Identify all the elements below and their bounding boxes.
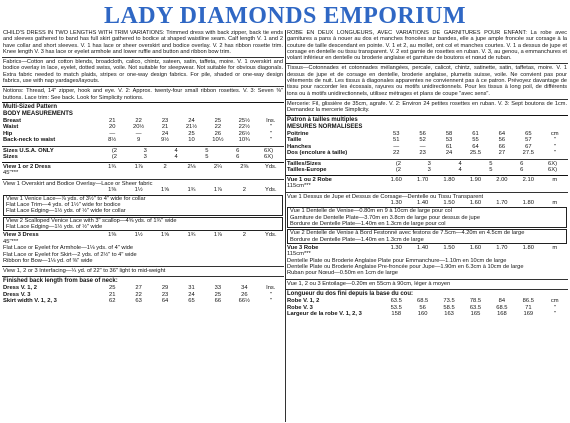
table-row <box>286 167 568 174</box>
overskirt-heading: View 1 Overskirt and Bodice Overlay—Lace or Sheer fabric <box>3 180 153 187</box>
cell-value: 5 <box>489 167 493 174</box>
cell-value: 1.30 <box>390 199 402 206</box>
cell-value: 61 <box>445 143 453 150</box>
divider <box>2 86 284 87</box>
measurements-table <box>286 131 568 157</box>
view2-lace-box <box>3 217 283 232</box>
cell-value: 84 <box>498 298 506 305</box>
interfacing-line: Vue 1, 2 ou 3 Entoilage—0.20m en 55cm à 90cm, léger à moyen <box>287 280 451 287</box>
cell-value: 1.90 <box>469 176 482 183</box>
finished-label: Robe V. 1, 2 <box>287 298 320 305</box>
cell-value: — <box>393 143 400 150</box>
measurement-label: Poitrine <box>287 130 309 137</box>
table-row <box>286 150 568 157</box>
cell-value: 1⅜ <box>108 232 117 239</box>
cell-value: 63.5 <box>469 304 482 311</box>
trim-line: Vue 1 Dentelle de Venise—0.80m en 9 à 10cm de large pour col <box>290 208 452 215</box>
cell-value: Yds. <box>264 232 277 239</box>
divider <box>2 102 284 103</box>
cell-value: 1¾ <box>108 163 117 170</box>
divider <box>286 289 568 290</box>
finished-table <box>2 285 284 305</box>
cell-value: 22½ <box>238 124 250 131</box>
cell-value: 21 <box>108 291 116 298</box>
cell-value: 65 <box>188 298 195 305</box>
divider <box>2 57 284 58</box>
divider <box>286 115 568 116</box>
cell-value: 64 <box>472 143 479 150</box>
size-label: Tailles-Europe <box>287 167 327 174</box>
cell-value: " <box>553 150 556 157</box>
cell-value: 3 <box>143 147 147 154</box>
cell-value: " <box>269 298 272 305</box>
cell-value: 56 <box>419 304 426 311</box>
measurements-heading: MESURES NORMALISEES <box>287 123 363 130</box>
cell-value: 25 <box>214 117 222 124</box>
cell-value: 4 <box>458 160 462 167</box>
cell-value: " <box>269 130 272 137</box>
cell-value: 64 <box>161 298 169 305</box>
cell-value: 2 <box>242 232 246 239</box>
cell-value: 158 <box>391 311 402 318</box>
cell-value: 23 <box>161 117 169 124</box>
fabrics-text: Tissus—Cotonnades et cotonnades mélangées, percale, calicot, chintz, satinette, satin, taffetas, moire. V. 1 dessus de jupe et de corsage en dentelle, broderie anglaise, plumetis suisse, voile. Ne convient pas pour vêtements de nuit. Les tissus à diagonales apparentes ne conviennent pas à ce patron. Prévoyez davantage de tissu pour raccorder les écossais, rayures ou motifs unidirectionnels. Pour les tissus à long poil, de différents tons ou à motifs unidirectionnels, utilisez métrages et plans de coupe "avec sens". <box>287 65 567 97</box>
measurement-label: Hanches <box>287 143 312 150</box>
cell-value: 1¾ <box>187 187 196 194</box>
cell-value: 4 <box>174 147 178 154</box>
cell-value: 23 <box>161 291 169 298</box>
cell-value: 1.80 <box>522 244 534 251</box>
trim-line: Flat Lace Edging—1½ yds. of ½" wide <box>6 223 103 230</box>
cell-value: 63 <box>135 298 142 305</box>
cell-value: 58 <box>445 130 453 137</box>
measurement-label: Hip <box>3 130 13 137</box>
cell-value: 53.5 <box>390 304 402 311</box>
cell-value: 24 <box>188 291 195 298</box>
cell-value: 1⅞ <box>213 232 222 239</box>
cell-value: 31 <box>188 285 195 292</box>
cell-value: 2¼ <box>213 163 222 170</box>
cell-value: 24 <box>188 117 195 124</box>
fabric-width-row <box>2 170 284 177</box>
cell-value: 1.80 <box>522 199 534 206</box>
cell-value: cm <box>550 298 559 305</box>
cell-value: 2⅛ <box>187 163 196 170</box>
divider <box>2 266 284 267</box>
cell-value: 1½ <box>134 232 143 239</box>
cell-value: 63.5 <box>390 298 402 305</box>
cell-value: Yds. <box>264 163 277 170</box>
cell-value: 65 <box>525 130 532 137</box>
cell-value: 25.5 <box>469 150 482 157</box>
view3-table <box>2 232 284 245</box>
divider <box>286 159 568 160</box>
multi-size-heading: Multi-Sized Pattern <box>3 103 58 110</box>
cell-value: 9 <box>137 137 141 144</box>
cell-value: 8½ <box>108 137 117 144</box>
cell-value: 5 <box>489 160 493 167</box>
cell-value: — <box>109 130 116 137</box>
cell-value: 4 <box>174 154 178 161</box>
divider <box>2 162 284 163</box>
notions-text: Mercerie: Fil, glissière de 35cm, agrafe. V. 2: Environ 24 petites rosettes en ruban. V. 3: Sept boutons de 1cm. Demandez la mercerie Simplicity. <box>287 100 567 114</box>
cell-value: 1.70 <box>416 176 429 183</box>
view-label: View 3 Dress <box>3 232 39 239</box>
size-label: Sizes <box>3 154 18 161</box>
view1-lace-box <box>287 207 567 228</box>
cell-value: — <box>135 130 142 137</box>
cell-value: 1⅞ <box>134 163 143 170</box>
cell-value: 24 <box>161 130 169 137</box>
cell-value: 71 <box>525 304 532 311</box>
cell-value: 27.5 <box>522 150 534 157</box>
cell-value: m <box>552 176 558 183</box>
sizes-table <box>2 148 284 161</box>
cell-value: 1⅝ <box>161 187 170 194</box>
finished-length-heading: Finished back length from base of neck: <box>3 278 118 285</box>
table-row <box>2 154 284 161</box>
cell-value: 6 <box>236 154 240 161</box>
fabric-width: 115cm*** <box>287 251 311 258</box>
measurements-heading: BODY MEASUREMENTS <box>3 110 73 117</box>
trim-line: Dentelle Plate ou Broderie Anglaise Plate pour Emmanchure—1.10m en 10cm de large <box>287 257 507 264</box>
cell-value: 6 <box>520 160 524 167</box>
divider <box>2 276 284 277</box>
table-row <box>286 200 568 207</box>
notions-text: Notions: Thread, 14" zipper, hook and eye. V. 2: Approx. twenty-four small ribbon rosettes. V. 3: Seven ⅜" buttons. Lace trim: See back. Look for Simplicity notions. <box>3 88 283 101</box>
description-text: CHILD'S DRESS IN TWO LENGTHS WITH TRIM VARIATIONS: Trimmed dress with back zipper, back tie ends and sleeves gathered to band has full skirt gathered to bodice at shaped waistline seam. Calf length V. 1 and 2 have collar and short sleeves. V. 1 has lace or sheer overskirt and bodice overlay. V. 2 has ribbon rosette trim. Knee length V. 3 has lace or eyelet armhole and lower ruffle and button and ribbon bow trim. <box>3 30 283 55</box>
trim-line: Flat Lace Edging—1½ yds. of ½" wide for collar <box>6 208 126 215</box>
overskirt-heading: Vue 1 Dessus de Jupe et Dessus de Corsage—Dentelle ou Tissu Transparent <box>287 193 484 200</box>
cell-value: 9½ <box>161 137 170 144</box>
english-column <box>2 30 284 422</box>
overskirt-table <box>286 200 568 207</box>
cell-value: 6 <box>236 147 240 154</box>
cell-value: 25 <box>188 130 195 137</box>
cell-value: 1.70 <box>496 244 508 251</box>
finished-label: Dress V. 1, 2 <box>3 285 37 292</box>
trim-line: Bordure de Dentelle Plate—1.40m en 1.3cm de large pour col <box>290 220 446 227</box>
measurement-label: Taille <box>287 137 302 144</box>
cell-value: (2 <box>111 154 117 161</box>
measurement-label: Waist <box>3 124 19 131</box>
cell-value: " <box>269 124 272 131</box>
cell-value: 10½ <box>212 137 224 144</box>
cell-value: m <box>552 244 558 251</box>
trim-line: Vue 2 Dentelle de Venise à Bord Festonné avec festons de 7.5cm—4.20m en 4.5cm de large <box>290 230 525 237</box>
cell-value: 1.60 <box>390 176 402 183</box>
fabric-width: 45"*** <box>3 170 19 177</box>
cell-value: 6X) <box>264 154 274 161</box>
cell-value: 67 <box>525 143 532 150</box>
cell-value: 24 <box>445 150 453 157</box>
cell-value: " <box>553 304 556 311</box>
trim-line: Bordure de Dentelle Plate—1.40m en 1.3cm de large <box>290 236 424 243</box>
trim-line: Ribbon for Bow—1⅛ yd. of ⅜" wide <box>3 257 93 264</box>
cell-value: 6 <box>520 167 524 174</box>
cell-value: 68.5 <box>496 304 508 311</box>
cell-value: 160 <box>417 311 428 318</box>
trim-line: View 2 Scalloped Venice Lace with 3" scallop—4⅝ yds. of 1¾" wide <box>6 217 177 224</box>
cell-value: 20 <box>108 124 116 131</box>
pattern-envelope-back <box>2 30 568 422</box>
cell-value: " <box>553 143 556 150</box>
cell-value: 58.5 <box>443 304 455 311</box>
cell-value: 25 <box>214 291 222 298</box>
cell-value: 2⅜ <box>240 163 249 170</box>
cell-value: 1.30 <box>390 244 402 251</box>
cell-value: — <box>419 143 426 150</box>
cell-value: 25½ <box>238 117 250 124</box>
cell-value: " <box>553 137 556 144</box>
cell-value: 2 <box>242 187 246 194</box>
cell-value: (2 <box>395 160 401 167</box>
cell-value: 27 <box>135 285 142 292</box>
multi-size-heading: Patron à tailles multiples <box>287 116 358 123</box>
view3-table <box>286 245 568 258</box>
cell-value: 1⅝ <box>161 232 170 239</box>
divider <box>286 279 568 280</box>
cell-value: m <box>552 199 558 206</box>
divider <box>286 175 568 176</box>
cell-value: 1.70 <box>496 199 508 206</box>
finished-table <box>286 298 568 318</box>
cell-value: 25 <box>108 285 116 292</box>
cell-value: 169 <box>523 311 534 318</box>
trim-line: Ruban pour Nœud—0.50m en 1cm de large <box>287 270 398 277</box>
cell-value: 73.5 <box>443 298 455 305</box>
trim-line: Flat Lace Trim—4 yds. of 1½" wide for bodice <box>6 202 121 209</box>
cell-value: 1.50 <box>443 199 455 206</box>
fabrics-text: Fabrics—Cotton and cotton blends, broadcloth, calico, chintz, sateen, satin, taffeta, moire. V. 1 overskirt and bodice overlay in lace, eyelet, dotted swiss, voile. Not suitable for sleepwear. Not suitable for obvious diagonals. Extra fabric needed to match plaids, stripes or one-way design fabrics. For pile, shaded or one-way design fabrics, use with nap yardages/layouts. <box>3 59 283 85</box>
cell-value: 1⅜ <box>108 187 117 194</box>
finished-label: Largeur de la robe V. 1, 2, 3 <box>287 311 362 318</box>
cell-value: 10¾ <box>238 137 250 144</box>
cell-value: 26½ <box>238 130 250 137</box>
cell-value: 33 <box>214 285 222 292</box>
cell-value: 4 <box>458 167 462 174</box>
view2-lace-box <box>287 229 567 244</box>
cell-value: 1.60 <box>469 244 482 251</box>
cell-value: 21½ <box>185 124 198 131</box>
cell-value: 66 <box>214 298 222 305</box>
yardage-row <box>286 177 568 184</box>
table-row <box>2 298 284 305</box>
cell-value: 2.10 <box>522 176 534 183</box>
cell-value: 22 <box>392 150 400 157</box>
cell-value: 26 <box>214 130 222 137</box>
fabric-width-row <box>286 183 568 190</box>
cell-value: 64 <box>498 130 506 137</box>
finished-label: Dress V. 3 <box>3 291 31 298</box>
finished-label: Skirt width V. 1, 2, 3 <box>3 298 57 305</box>
cell-value: 53 <box>392 130 400 137</box>
cell-value: 3 <box>427 160 431 167</box>
measurement-label: Back-neck to waist <box>3 137 56 144</box>
interfacing-line: View 1, 2 or 3 Interfacing—¼ yd. of 22" to 36" light to mid-weight <box>3 268 166 275</box>
cell-value: 51 <box>392 137 400 144</box>
cell-value: 56 <box>498 137 506 144</box>
cell-value: 1.50 <box>443 244 455 251</box>
cell-value: 78.5 <box>469 298 482 305</box>
cell-value: " <box>269 137 272 144</box>
fabric-width: 45"*** <box>3 238 19 245</box>
cell-value: 1¾ <box>187 232 196 239</box>
size-label: Sizes U.S.A. ONLY <box>3 147 54 154</box>
cell-value: 2.00 <box>496 176 508 183</box>
cell-value: 6X) <box>548 167 558 174</box>
cell-value: Ins. <box>266 285 276 292</box>
cell-value: 3 <box>143 154 147 161</box>
table-row <box>2 137 284 144</box>
cell-value: 10 <box>188 137 195 144</box>
fabric-width: 115cm*** <box>287 183 311 190</box>
divider <box>2 146 284 147</box>
finished-length-heading: Longueur du dos fini depuis la base du cou: <box>287 291 414 298</box>
divider <box>286 99 568 100</box>
trim-line: Garniture de Dentelle Plate—3.70m en 3.8cm de large pour dessus de jupe <box>290 214 481 221</box>
trim-line: Dentelle Plate ou Broderie Anglaise Pre-froncée pour Jupe—1.90m en 6.3cm à 10cm de large <box>287 264 524 271</box>
measurement-label: Breast <box>3 117 22 124</box>
measurements-table <box>2 118 284 144</box>
cell-value: 5 <box>205 147 209 154</box>
cell-value: 165 <box>470 311 481 318</box>
cell-value: Yds. <box>264 187 277 194</box>
view-label: Vue 1 ou 2 Robe <box>287 176 332 183</box>
cell-value: 27 <box>498 150 506 157</box>
cell-value: 61 <box>472 130 479 137</box>
sizes-table <box>286 161 568 174</box>
cell-value: (2 <box>111 147 117 154</box>
size-label: Tailles/Sizes <box>287 160 322 167</box>
trim-line: View 1 Venice Lace—⅞ yds. of 3½" to 4" wide for collar <box>6 195 146 202</box>
cell-value: " <box>553 311 556 318</box>
cell-value: 1.80 <box>443 176 455 183</box>
cell-value: Ins. <box>266 117 276 124</box>
cell-value: 1⅞ <box>213 187 222 194</box>
cell-value: 3 <box>427 167 431 174</box>
view12-table <box>286 177 568 190</box>
cell-value: 21 <box>108 117 116 124</box>
cell-value: 62 <box>108 298 116 305</box>
yardage-row <box>2 164 284 171</box>
divider <box>286 192 568 193</box>
cell-value: 34 <box>241 285 248 292</box>
cell-value: 1.40 <box>416 199 429 206</box>
cell-value: 2 <box>163 163 167 170</box>
divider <box>286 63 568 64</box>
cell-value: 5 <box>205 154 209 161</box>
cell-value: 6X) <box>264 147 274 154</box>
french-column <box>286 30 568 422</box>
finished-label: Robe V. 3 <box>287 304 313 311</box>
cell-value: (2 <box>395 167 401 174</box>
cell-value: 57 <box>525 137 532 144</box>
spacer <box>2 187 99 194</box>
cell-value: 29 <box>161 285 169 292</box>
cell-value: 66 <box>498 143 506 150</box>
cell-value: 163 <box>444 311 454 318</box>
cell-value: 52 <box>419 137 426 144</box>
cell-value: 22 <box>135 117 142 124</box>
cell-value: 1.60 <box>469 199 482 206</box>
cell-value: 1½ <box>134 187 143 194</box>
overskirt-table <box>2 187 284 194</box>
table-row <box>286 311 568 318</box>
cell-value: cm <box>550 130 559 137</box>
cell-value: 6X) <box>548 160 558 167</box>
cell-value: 66½ <box>238 298 250 305</box>
cell-value: " <box>269 291 272 298</box>
cell-value: 86.5 <box>522 298 534 305</box>
cell-value: 53 <box>445 137 453 144</box>
cell-value: 22 <box>214 124 222 131</box>
cell-value: 20½ <box>132 124 145 131</box>
cell-value: 26 <box>241 291 248 298</box>
description-text: ROBE EN DEUX LONGUEURS, AVEC VARIATIONS DE GARNITURES POUR ENFANT: La robe avec garnitures a pans à nouer au dos et manches froncées sur bandes, elle a jupe ample froncée sur corsage à la couture de taille descendant en pointe. V. 1 et 2, au mollet, ont col et manches courtes. V. 1 a dessus de jupe et corsage en dentelle ou tissu transparent. V. 2 est garnie de rosettes en ruban. V. 3, au genou, a emmanchures et volant inférieur en dentelle ou broderie anglaise et garniture de boutons et nœud de ruban. <box>287 30 567 62</box>
trim-line: Flat Lace or Eyelet for Armhole—1⅛ yds. of 4" wide <box>3 245 134 252</box>
measurement-label: Dos (encolure à taille) <box>287 150 348 157</box>
brand-title: LADY DIAMONDS EMPORIUM <box>103 3 467 29</box>
view-label: View 1 or 2 Dress <box>3 163 51 170</box>
cell-value: 1.40 <box>416 244 429 251</box>
view-label: Vue 3 Robe <box>287 244 319 251</box>
view1-lace-box <box>3 195 283 216</box>
cell-value: 23 <box>419 150 426 157</box>
cell-value: 21 <box>161 124 169 131</box>
cell-value: 56 <box>419 130 426 137</box>
trim-line: Flat Lace or Eyelet for Skirt—2 yds. of 2½" to 4" wide <box>3 251 137 258</box>
cell-value: 22 <box>135 291 142 298</box>
divider <box>2 179 284 180</box>
table-row <box>2 187 284 194</box>
view12-table <box>2 164 284 177</box>
cell-value: 55 <box>472 137 479 144</box>
spacer <box>286 200 383 207</box>
cell-value: 68.5 <box>416 298 429 305</box>
cell-value: 168 <box>497 311 507 318</box>
